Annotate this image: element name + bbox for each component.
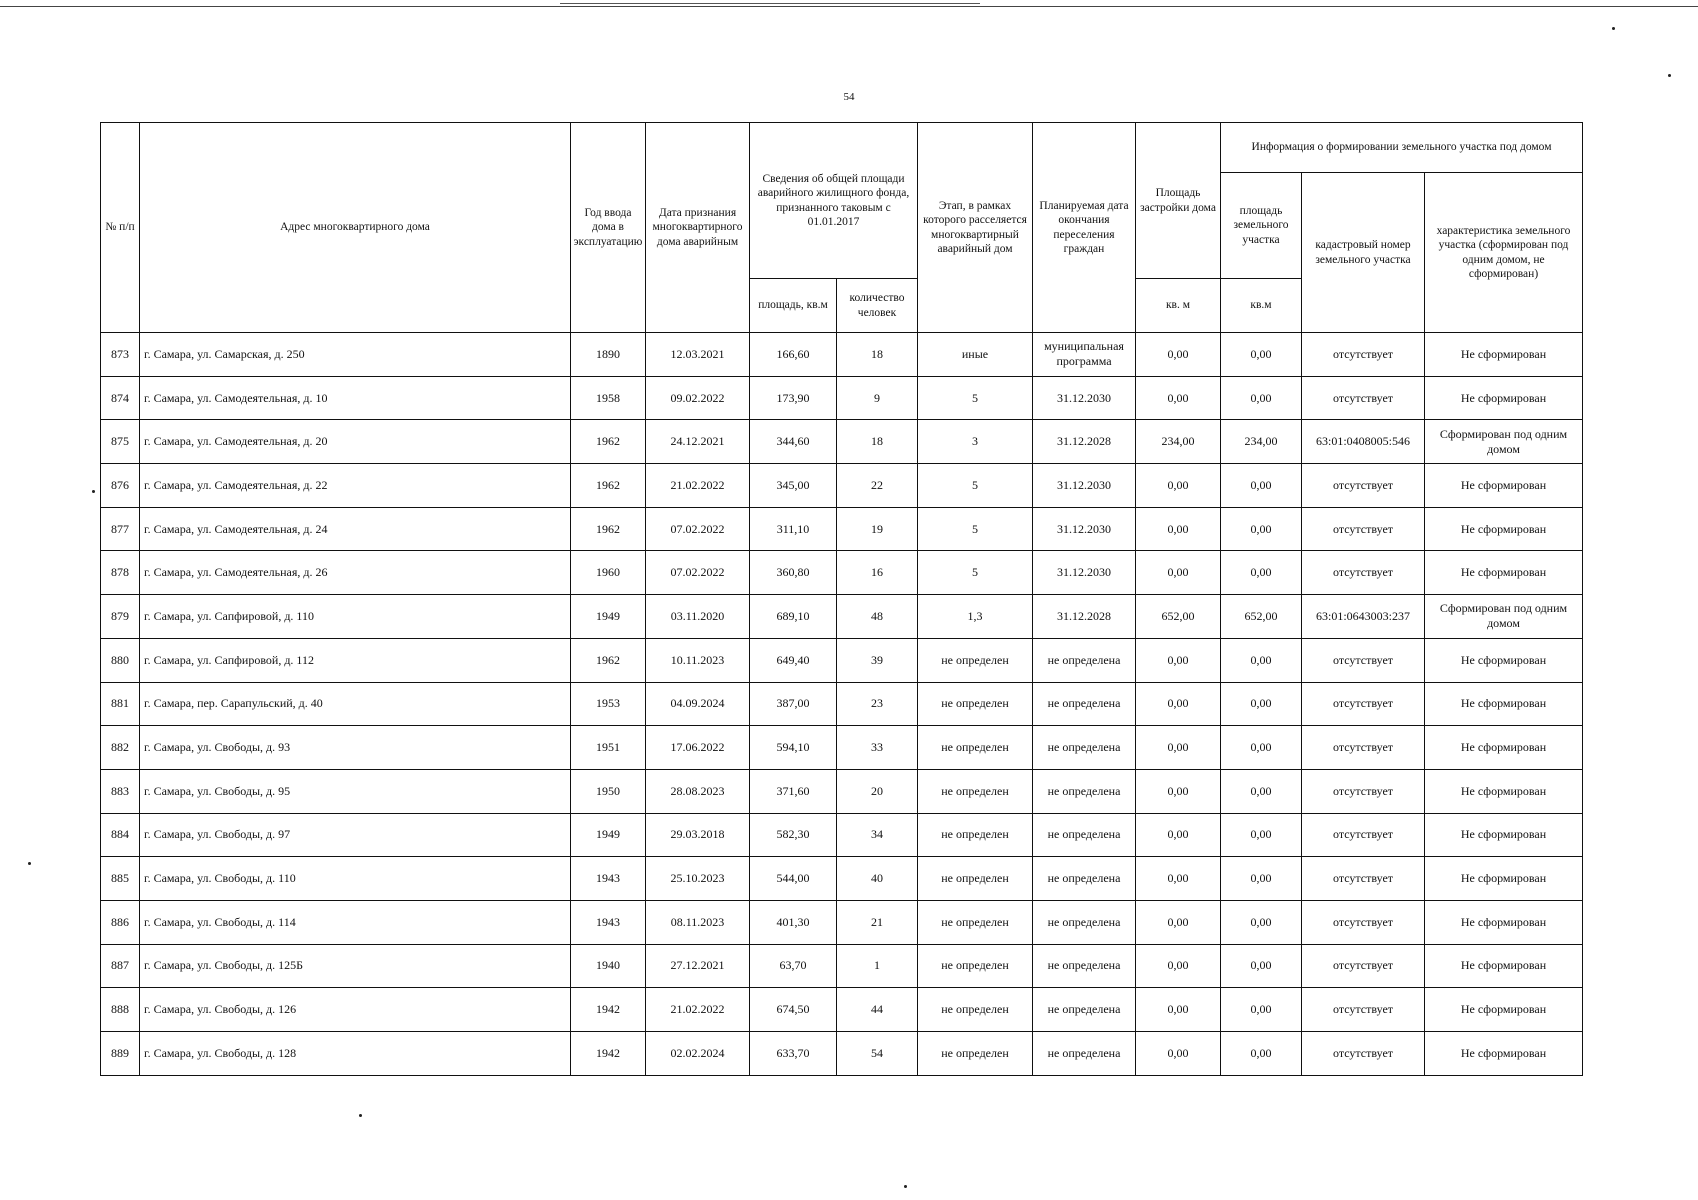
cell-land-status: Не сформирован [1425,464,1583,508]
cell-planned-date: не определена [1033,944,1136,988]
cell-date-emergency: 29.03.2018 [646,813,750,857]
cell-date-emergency: 07.02.2022 [646,507,750,551]
table-row [101,988,1583,1032]
scan-speck [92,490,95,493]
cell-date-emergency: 25.10.2023 [646,857,750,901]
cell-planned-date: 31.12.2030 [1033,376,1136,420]
cell-stage: иные [918,333,1033,377]
cell-area: 544,00 [750,857,837,901]
table-row [101,376,1583,420]
cell-cadastral: отсутствует [1302,988,1425,1032]
cell-address: г. Самара, ул. Самодеятельная, д. 24 [140,507,571,551]
cell-cadastral: отсутствует [1302,507,1425,551]
table-row [101,333,1583,377]
cell-people: 16 [837,551,918,595]
cell-building-area: 0,00 [1136,857,1221,901]
cell-planned-date: не определена [1033,857,1136,901]
cell-land-status: Сформирован под одним домом [1425,420,1583,464]
cell-stage: не определен [918,726,1033,770]
cell-stage: 5 [918,376,1033,420]
header-area-sqm: площадь, кв.м [750,279,837,333]
cell-people: 18 [837,420,918,464]
cell-building-area: 0,00 [1136,988,1221,1032]
cell-stage: 3 [918,420,1033,464]
cell-building-area: 0,00 [1136,813,1221,857]
cell-year: 1953 [571,682,646,726]
cell-year: 1962 [571,507,646,551]
cell-planned-date: не определена [1033,1032,1136,1076]
cell-address: г. Самара, ул. Самодеятельная, д. 10 [140,376,571,420]
header-year-built: Год ввода дома в эксплуатацию [571,123,646,333]
cell-num: 877 [101,507,140,551]
cell-building-area: 0,00 [1136,1032,1221,1076]
cell-people: 18 [837,333,918,377]
cell-cadastral: отсутствует [1302,769,1425,813]
cell-land-area: 0,00 [1221,464,1302,508]
cell-stage: не определен [918,857,1033,901]
cell-area: 63,70 [750,944,837,988]
cell-address: г. Самара, ул. Свободы, д. 114 [140,900,571,944]
cell-planned-date: не определена [1033,682,1136,726]
cell-address: г. Самара, ул. Свободы, д. 97 [140,813,571,857]
cell-land-status: Не сформирован [1425,682,1583,726]
cell-building-area: 234,00 [1136,420,1221,464]
cell-cadastral: отсутствует [1302,726,1425,770]
cell-land-area: 0,00 [1221,333,1302,377]
cell-land-status: Не сформирован [1425,376,1583,420]
header-unit-land: кв.м [1221,279,1302,333]
cell-planned-date: 31.12.2030 [1033,551,1136,595]
cell-land-area: 0,00 [1221,1032,1302,1076]
scan-speck [359,1114,362,1117]
header-area-group: Сведения об общей площади аварийного жилищного фонда, признанного таковым с 01.01.2017 [750,123,918,279]
cell-date-emergency: 10.11.2023 [646,638,750,682]
cell-land-status: Не сформирован [1425,333,1583,377]
emergency-housing-table [100,122,1583,1076]
cell-date-emergency: 21.02.2022 [646,464,750,508]
cell-land-area: 0,00 [1221,988,1302,1032]
cell-stage: 5 [918,551,1033,595]
cell-people: 23 [837,682,918,726]
cell-land-area: 0,00 [1221,769,1302,813]
cell-date-emergency: 03.11.2020 [646,595,750,639]
cell-people: 40 [837,857,918,901]
cell-people: 1 [837,944,918,988]
scan-speck [904,1185,907,1188]
header-num: № п/п [101,123,140,333]
cell-address: г. Самара, ул. Самодеятельная, д. 22 [140,464,571,508]
table-row [101,1032,1583,1076]
cell-land-area: 652,00 [1221,595,1302,639]
cell-cadastral: отсутствует [1302,1032,1425,1076]
cell-address: г. Самара, ул. Свободы, д. 128 [140,1032,571,1076]
cell-land-status: Не сформирован [1425,507,1583,551]
cell-people: 54 [837,1032,918,1076]
cell-planned-date: 31.12.2030 [1033,464,1136,508]
cell-cadastral: отсутствует [1302,682,1425,726]
cell-year: 1962 [571,464,646,508]
cell-stage: не определен [918,813,1033,857]
cell-num: 882 [101,726,140,770]
cell-land-status: Не сформирован [1425,813,1583,857]
cell-building-area: 0,00 [1136,944,1221,988]
cell-num: 876 [101,464,140,508]
cell-land-area: 0,00 [1221,900,1302,944]
cell-people: 21 [837,900,918,944]
cell-land-status: Не сформирован [1425,944,1583,988]
cell-people: 39 [837,638,918,682]
cell-num: 886 [101,900,140,944]
cell-land-status: Не сформирован [1425,769,1583,813]
cell-num: 873 [101,333,140,377]
cell-building-area: 0,00 [1136,376,1221,420]
cell-land-status: Не сформирован [1425,551,1583,595]
cell-stage: не определен [918,1032,1033,1076]
cell-num: 885 [101,857,140,901]
cell-planned-date: не определена [1033,769,1136,813]
cell-land-status: Не сформирован [1425,900,1583,944]
cell-area: 649,40 [750,638,837,682]
cell-address: г. Самара, ул. Свободы, д. 126 [140,988,571,1032]
cell-people: 33 [837,726,918,770]
cell-date-emergency: 28.08.2023 [646,769,750,813]
cell-building-area: 0,00 [1136,726,1221,770]
cell-cadastral: 63:01:0643003:237 [1302,595,1425,639]
cell-planned-date: 31.12.2030 [1033,507,1136,551]
cell-area: 582,30 [750,813,837,857]
cell-year: 1958 [571,376,646,420]
cell-people: 44 [837,988,918,1032]
cell-num: 887 [101,944,140,988]
cell-date-emergency: 17.06.2022 [646,726,750,770]
header-land-status: характеристика земельного участка (сформирован под одним домом, не сформирован) [1425,173,1583,333]
cell-stage: не определен [918,988,1033,1032]
cell-people: 48 [837,595,918,639]
cell-planned-date: 31.12.2028 [1033,420,1136,464]
table-row [101,769,1583,813]
cell-year: 1943 [571,857,646,901]
cell-building-area: 0,00 [1136,638,1221,682]
cell-land-area: 0,00 [1221,944,1302,988]
cell-area: 311,10 [750,507,837,551]
table-row [101,595,1583,639]
cell-year: 1949 [571,813,646,857]
cell-land-status: Не сформирован [1425,857,1583,901]
header-land-area: площадь земельного участка [1221,173,1302,279]
cell-num: 883 [101,769,140,813]
cell-land-area: 0,00 [1221,376,1302,420]
cell-num: 884 [101,813,140,857]
cell-year: 1942 [571,988,646,1032]
cell-building-area: 0,00 [1136,900,1221,944]
header-address: Адрес многоквартирного дома [140,123,571,333]
cell-area: 689,10 [750,595,837,639]
header-people-count: количество человек [837,279,918,333]
cell-year: 1942 [571,1032,646,1076]
table-row [101,900,1583,944]
scan-speck [1668,74,1671,77]
cell-land-area: 0,00 [1221,857,1302,901]
cell-cadastral: отсутствует [1302,900,1425,944]
cell-date-emergency: 27.12.2021 [646,944,750,988]
cell-building-area: 652,00 [1136,595,1221,639]
cell-land-status: Не сформирован [1425,638,1583,682]
cell-land-status: Не сформирован [1425,988,1583,1032]
cell-land-area: 0,00 [1221,638,1302,682]
cell-num: 880 [101,638,140,682]
scan-edge-line [560,3,980,4]
cell-num: 874 [101,376,140,420]
cell-num: 878 [101,551,140,595]
cell-date-emergency: 04.09.2024 [646,682,750,726]
cell-land-area: 0,00 [1221,682,1302,726]
cell-address: г. Самара, ул. Сапфировой, д. 110 [140,595,571,639]
table-row [101,682,1583,726]
cell-area: 401,30 [750,900,837,944]
cell-area: 173,90 [750,376,837,420]
cell-people: 22 [837,464,918,508]
cell-planned-date: не определена [1033,900,1136,944]
cell-area: 344,60 [750,420,837,464]
cell-stage: 5 [918,464,1033,508]
cell-planned-date: не определена [1033,813,1136,857]
table-row [101,420,1583,464]
cell-num: 888 [101,988,140,1032]
cell-building-area: 0,00 [1136,507,1221,551]
cell-stage: не определен [918,638,1033,682]
cell-year: 1962 [571,420,646,464]
cell-building-area: 0,00 [1136,333,1221,377]
cell-building-area: 0,00 [1136,464,1221,508]
header-unit-building: кв. м [1136,279,1221,333]
cell-building-area: 0,00 [1136,769,1221,813]
cell-people: 20 [837,769,918,813]
cell-land-status: Не сформирован [1425,726,1583,770]
cell-area: 345,00 [750,464,837,508]
cell-stage: 5 [918,507,1033,551]
cell-year: 1962 [571,638,646,682]
cell-land-area: 0,00 [1221,813,1302,857]
cell-address: г. Самара, ул. Свободы, д. 93 [140,726,571,770]
cell-area: 371,60 [750,769,837,813]
cell-date-emergency: 09.02.2022 [646,376,750,420]
header-cadastral: кадастровый номер земельного участка [1302,173,1425,333]
cell-cadastral: отсутствует [1302,944,1425,988]
cell-stage: не определен [918,682,1033,726]
cell-address: г. Самара, ул. Свободы, д. 110 [140,857,571,901]
cell-people: 34 [837,813,918,857]
cell-land-status: Не сформирован [1425,1032,1583,1076]
cell-address: г. Самара, ул. Самодеятельная, д. 26 [140,551,571,595]
cell-area: 166,60 [750,333,837,377]
table-row [101,507,1583,551]
cell-year: 1951 [571,726,646,770]
table-row [101,857,1583,901]
cell-land-area: 0,00 [1221,551,1302,595]
cell-planned-date: муниципальная программа [1033,333,1136,377]
scan-speck [1612,27,1615,30]
cell-cadastral: отсутствует [1302,857,1425,901]
cell-area: 594,10 [750,726,837,770]
page-number: 54 [843,91,855,103]
cell-planned-date: не определена [1033,988,1136,1032]
cell-area: 674,50 [750,988,837,1032]
cell-planned-date: 31.12.2028 [1033,595,1136,639]
table-row [101,726,1583,770]
cell-year: 1949 [571,595,646,639]
cell-num: 889 [101,1032,140,1076]
table-body [101,333,1583,1076]
cell-date-emergency: 07.02.2022 [646,551,750,595]
cell-date-emergency: 24.12.2021 [646,420,750,464]
cell-stage: не определен [918,944,1033,988]
cell-building-area: 0,00 [1136,682,1221,726]
cell-cadastral: отсутствует [1302,638,1425,682]
cell-num: 879 [101,595,140,639]
header-date-emergency: Дата признания многоквартирного дома аварийным [646,123,750,333]
cell-people: 9 [837,376,918,420]
cell-year: 1943 [571,900,646,944]
cell-address: г. Самара, ул. Сапфировой, д. 112 [140,638,571,682]
cell-land-area: 0,00 [1221,726,1302,770]
cell-area: 633,70 [750,1032,837,1076]
cell-address: г. Самара, ул. Самарская, д. 250 [140,333,571,377]
cell-address: г. Самара, ул. Свободы, д. 95 [140,769,571,813]
table-row [101,638,1583,682]
table-row [101,464,1583,508]
table-row [101,813,1583,857]
cell-planned-date: не определена [1033,638,1136,682]
cell-cadastral: отсутствует [1302,551,1425,595]
header-land-group: Информация о формировании земельного участка под домом [1221,123,1583,173]
cell-stage: 1,3 [918,595,1033,639]
cell-date-emergency: 21.02.2022 [646,988,750,1032]
cell-num: 881 [101,682,140,726]
cell-area: 387,00 [750,682,837,726]
cell-stage: не определен [918,900,1033,944]
table-row [101,944,1583,988]
cell-date-emergency: 08.11.2023 [646,900,750,944]
cell-year: 1950 [571,769,646,813]
header-stage: Этап, в рамках которого расселяется многоквартирный аварийный дом [918,123,1033,333]
cell-land-area: 234,00 [1221,420,1302,464]
cell-stage: не определен [918,769,1033,813]
cell-year: 1890 [571,333,646,377]
cell-land-status: Сформирован под одним домом [1425,595,1583,639]
cell-num: 875 [101,420,140,464]
scan-edge-line [0,6,1698,7]
header-planned-date: Планируемая дата окончания переселения граждан [1033,123,1136,333]
cell-year: 1940 [571,944,646,988]
cell-cadastral: отсутствует [1302,376,1425,420]
cell-address: г. Самара, ул. Свободы, д. 125Б [140,944,571,988]
cell-area: 360,80 [750,551,837,595]
header-building-area: Площадь застройки дома [1136,123,1221,279]
cell-cadastral: отсутствует [1302,464,1425,508]
cell-cadastral: отсутствует [1302,813,1425,857]
cell-land-area: 0,00 [1221,507,1302,551]
table-row [101,551,1583,595]
cell-date-emergency: 02.02.2024 [646,1032,750,1076]
cell-planned-date: не определена [1033,726,1136,770]
cell-cadastral: отсутствует [1302,333,1425,377]
cell-year: 1960 [571,551,646,595]
cell-building-area: 0,00 [1136,551,1221,595]
cell-date-emergency: 12.03.2021 [646,333,750,377]
cell-address: г. Самара, ул. Самодеятельная, д. 20 [140,420,571,464]
cell-cadastral: 63:01:0408005:546 [1302,420,1425,464]
scan-speck [28,862,31,865]
cell-address: г. Самара, пер. Сарапульский, д. 40 [140,682,571,726]
cell-people: 19 [837,507,918,551]
